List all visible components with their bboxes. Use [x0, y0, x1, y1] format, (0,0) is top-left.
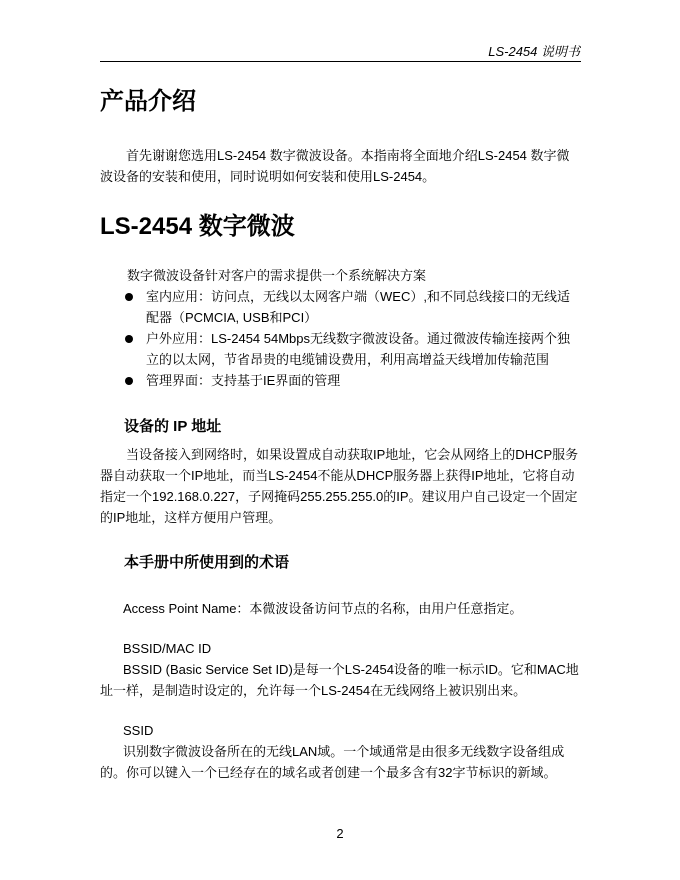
term-bssid-title: BSSID/MAC ID	[123, 641, 212, 656]
document-body	[100, 86, 581, 783]
feature-list-item	[100, 328, 581, 370]
section-lead: 数字微波设备针对客户的需求提供一个系统解决方案	[127, 268, 427, 283]
ip-paragraph: 当设备接入到网络时，如果设置成自动获取IP地址，它会从网络上的DHCP服务器自动获取一个IP地址，而当LS-2454不能从DHCP服务器上获得IP地址，它将自动指定一个192.168.0.227，子网掩码255.255.255.0的IP。建议用户自己设定一个固定的IP地址，这样方便用户管理。	[100, 447, 579, 525]
page-number: 2	[336, 826, 344, 841]
bullet-icon	[125, 335, 133, 343]
feature-list	[100, 286, 581, 391]
bullet-icon	[125, 377, 133, 385]
feature-list-item	[100, 370, 581, 391]
term-bssid-text: BSSID (Basic Service Set ID)是每一个LS-2454设备的唯一标示ID。它和MAC地址一样，是制造时设定的，允许每一个LS-2454在无线网络上被识别出来。	[100, 662, 579, 698]
feature-text: 室内应用：访问点，无线以太网客户端（WEC）,和不同总线接口的无线适配器（PCMCIA, USB和PCI）	[146, 289, 570, 325]
feature-text: 户外应用：LS-2454 54Mbps无线数字微波设备。通过微波传输连接两个独立的以太网，节省昂贵的电缆铺设费用，利用高增益天线增加传输范围	[146, 331, 571, 367]
term-ssid-text: 识别数字微波设备所在的无线LAN域。一个域通常是由很多无线数字设备组成的。你可以键入一个已经存在的域名或者创建一个最多含有32字节标识的新域。	[100, 744, 565, 780]
bullet-icon	[125, 293, 133, 301]
header-title: LS-2454 说明书	[488, 44, 580, 59]
term-ssid-title: SSID	[123, 723, 154, 738]
section-heading: LS-2454 数字微波	[100, 213, 295, 240]
header-rule	[100, 61, 581, 62]
intro-heading: 产品介绍	[100, 88, 196, 115]
term-ap-name: Access Point Name：本微波设备访问节点的名称，由用户任意指定。	[123, 601, 523, 616]
terms-heading: 本手册中所使用到的术语	[124, 554, 290, 571]
feature-text: 管理界面：支持基于IE界面的管理	[146, 373, 341, 388]
feature-list-item	[100, 286, 581, 328]
ip-heading: 设备的 IP 地址	[124, 418, 222, 435]
intro-paragraph: 首先谢谢您选用LS-2454 数字微波设备。本指南将全面地介绍LS-2454 数字微波设备的安装和使用，同时说明如何安装和使用LS-2454。	[100, 148, 570, 184]
